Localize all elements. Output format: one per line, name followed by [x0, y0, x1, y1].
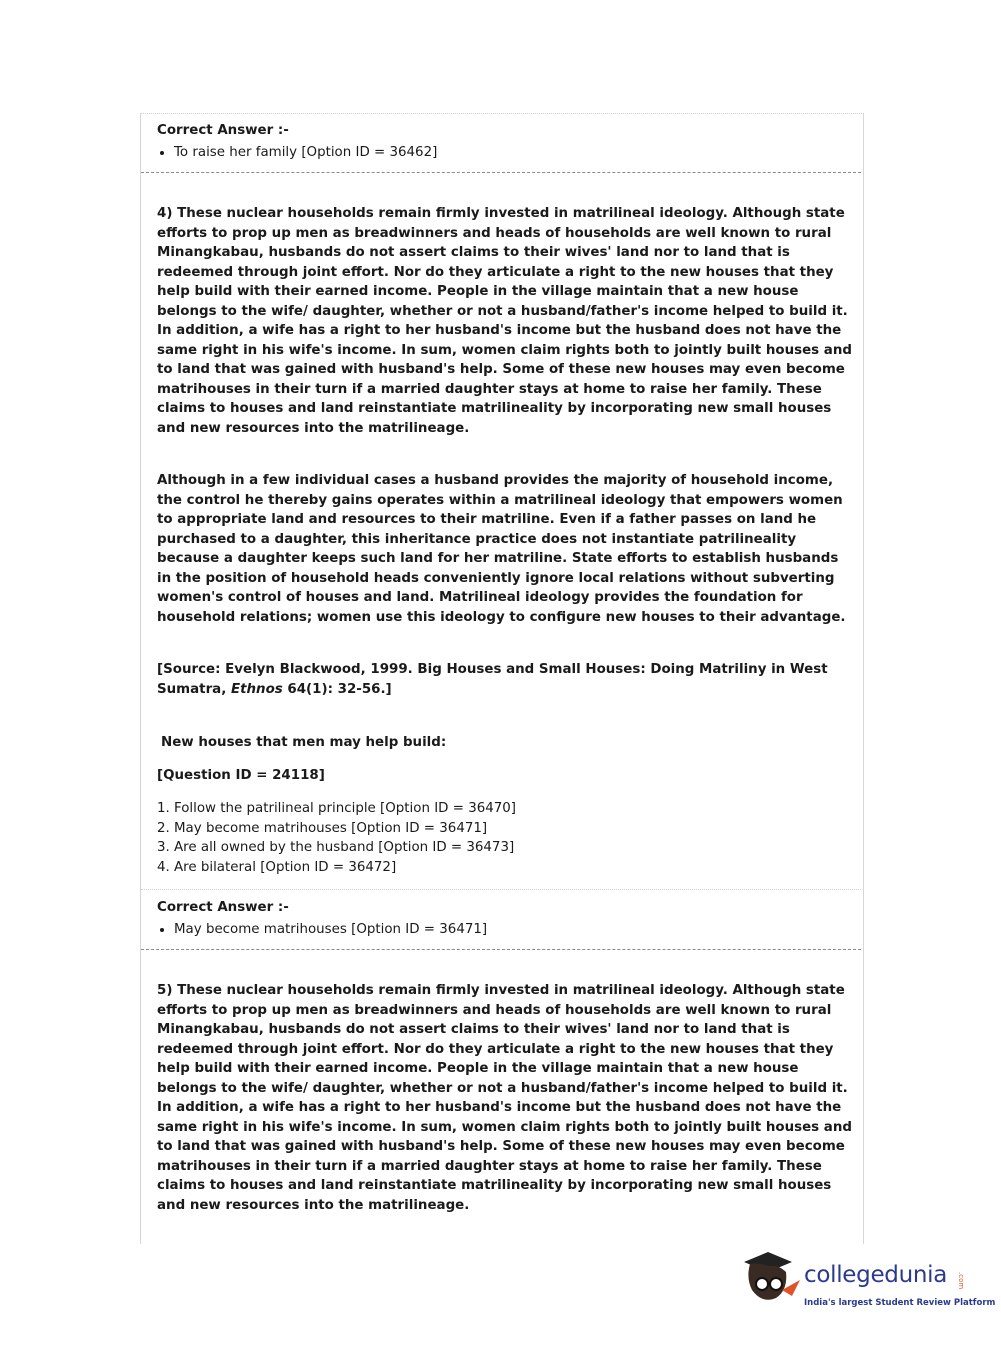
glasses-right-icon [770, 1278, 782, 1290]
question-separator [141, 172, 861, 173]
q4-question [161, 733, 856, 753]
q4-correct-answer [157, 898, 852, 939]
correct-answer-item: • May become matrihouses [Option ID = 36471] [174, 920, 852, 940]
source-citation [157, 660, 852, 699]
question-id: [Question ID = 24118] [157, 768, 325, 783]
correct-answer-item: • To raise her family [Option ID = 36462] [174, 143, 852, 163]
q4-options [157, 799, 852, 877]
source-text-end: 64(1): 32-56.] [282, 681, 392, 697]
q4-passage-2 [157, 471, 852, 627]
brand-suffix: .com [957, 1272, 965, 1290]
q4-question-id [157, 766, 852, 786]
question-text: New houses that men may help build: [161, 735, 447, 750]
passage-paragraph: 4) These nuclear households remain firmly invested in matrilineal ideology. Although state efforts to prop up men as breadwinners and heads of households are well known to rural Minangkabau, husbands do not assert claims to their wives' land nor to land that is redeemed through joint effort. Nor do they articulate a right to the new houses that they help build with their earned income. People in the village maintain that a new house belongs to the wife/ daughter, whether or not a husband/father's income helped to build it. In addition, a wife has a right to her husband's income but the husband does not have the same right in his wife's income. In sum, women claim rights both to jointly built houses and to land that was gained with husband's help. Some of these new houses may even become matrihouses in their turn if a married daughter stays at home to raise her family. These claims to houses and land reinstantiate matrilineality by incorporating new small houses and new resources into the matrilineage. [157, 206, 852, 436]
brand-tagline: India's largest Student Review Platform [804, 1298, 996, 1308]
option-item: 2. May become matrihouses [Option ID = 36471] [174, 819, 852, 839]
answer-list [157, 143, 852, 163]
correct-answer-heading: Correct Answer :- [157, 123, 289, 138]
q5-passage-1 [157, 981, 852, 1215]
correct-answer-heading: Correct Answer :- [157, 900, 289, 915]
source-text: [Source: Evelyn Blackwood, 1999. Big Houses and Small Houses: Doing Matriliny in West Sumatra, [157, 662, 828, 697]
passage-paragraph: 5) These nuclear households remain firmly invested in matrilineal ideology. Although state efforts to prop up men as breadwinners and heads of households are well known to rural Minangkabau, husbands do not assert claims to their wives' land nor to land that is redeemed through joint effort. Nor do they articulate a right to the new houses that they help build with their earned income. People in the village maintain that a new house belongs to the wife/ daughter, whether or not a husband/father's income helped to build it. In addition, a wife has a right to her husband's income but the husband does not have the same right in his wife's income. In sum, women claim rights both to jointly built houses and to land that was gained with husband's help. Some of these new houses may even become matrihouses in their turn if a married daughter stays at home to raise her family. These claims to houses and land reinstantiate matrilineality by incorporating new small houses and new resources into the matrilineage. [157, 983, 852, 1213]
source-journal: Ethnos [230, 681, 283, 697]
answer-list [157, 920, 852, 940]
q4-passage-1 [157, 204, 852, 438]
options-list [157, 799, 852, 877]
q4-source [157, 660, 852, 699]
q3-correct-answer [157, 121, 852, 162]
passage-paragraph: Although in a few individual cases a husband provides the majority of household income, the control he thereby gains operates within a matrilineal ideology that empowers women to appropriate land and resources to their matriline. Even if a father passes on land he purchased to a daughter, this inheritance practice does not instantiate patrilineality because a daughter keeps such land for her matriline. State efforts to establish husbands in the position of household heads conveniently ignore local relations without subverting women's control of houses and land. Matrilineal ideology provides the foundation for household relations; women use this ideology to configure new houses to their advantage. [157, 473, 846, 625]
glasses-left-icon [756, 1278, 768, 1290]
brand-name: collegedunia [804, 1262, 948, 1288]
options-divider [141, 889, 861, 890]
option-item: 1. Follow the patrilineal principle [Option ID = 36470] [174, 799, 852, 819]
question-separator [141, 949, 861, 950]
option-item: 4. Are bilateral [Option ID = 36472] [174, 858, 852, 878]
option-item: 3. Are all owned by the husband [Option ID = 36473] [174, 838, 852, 858]
